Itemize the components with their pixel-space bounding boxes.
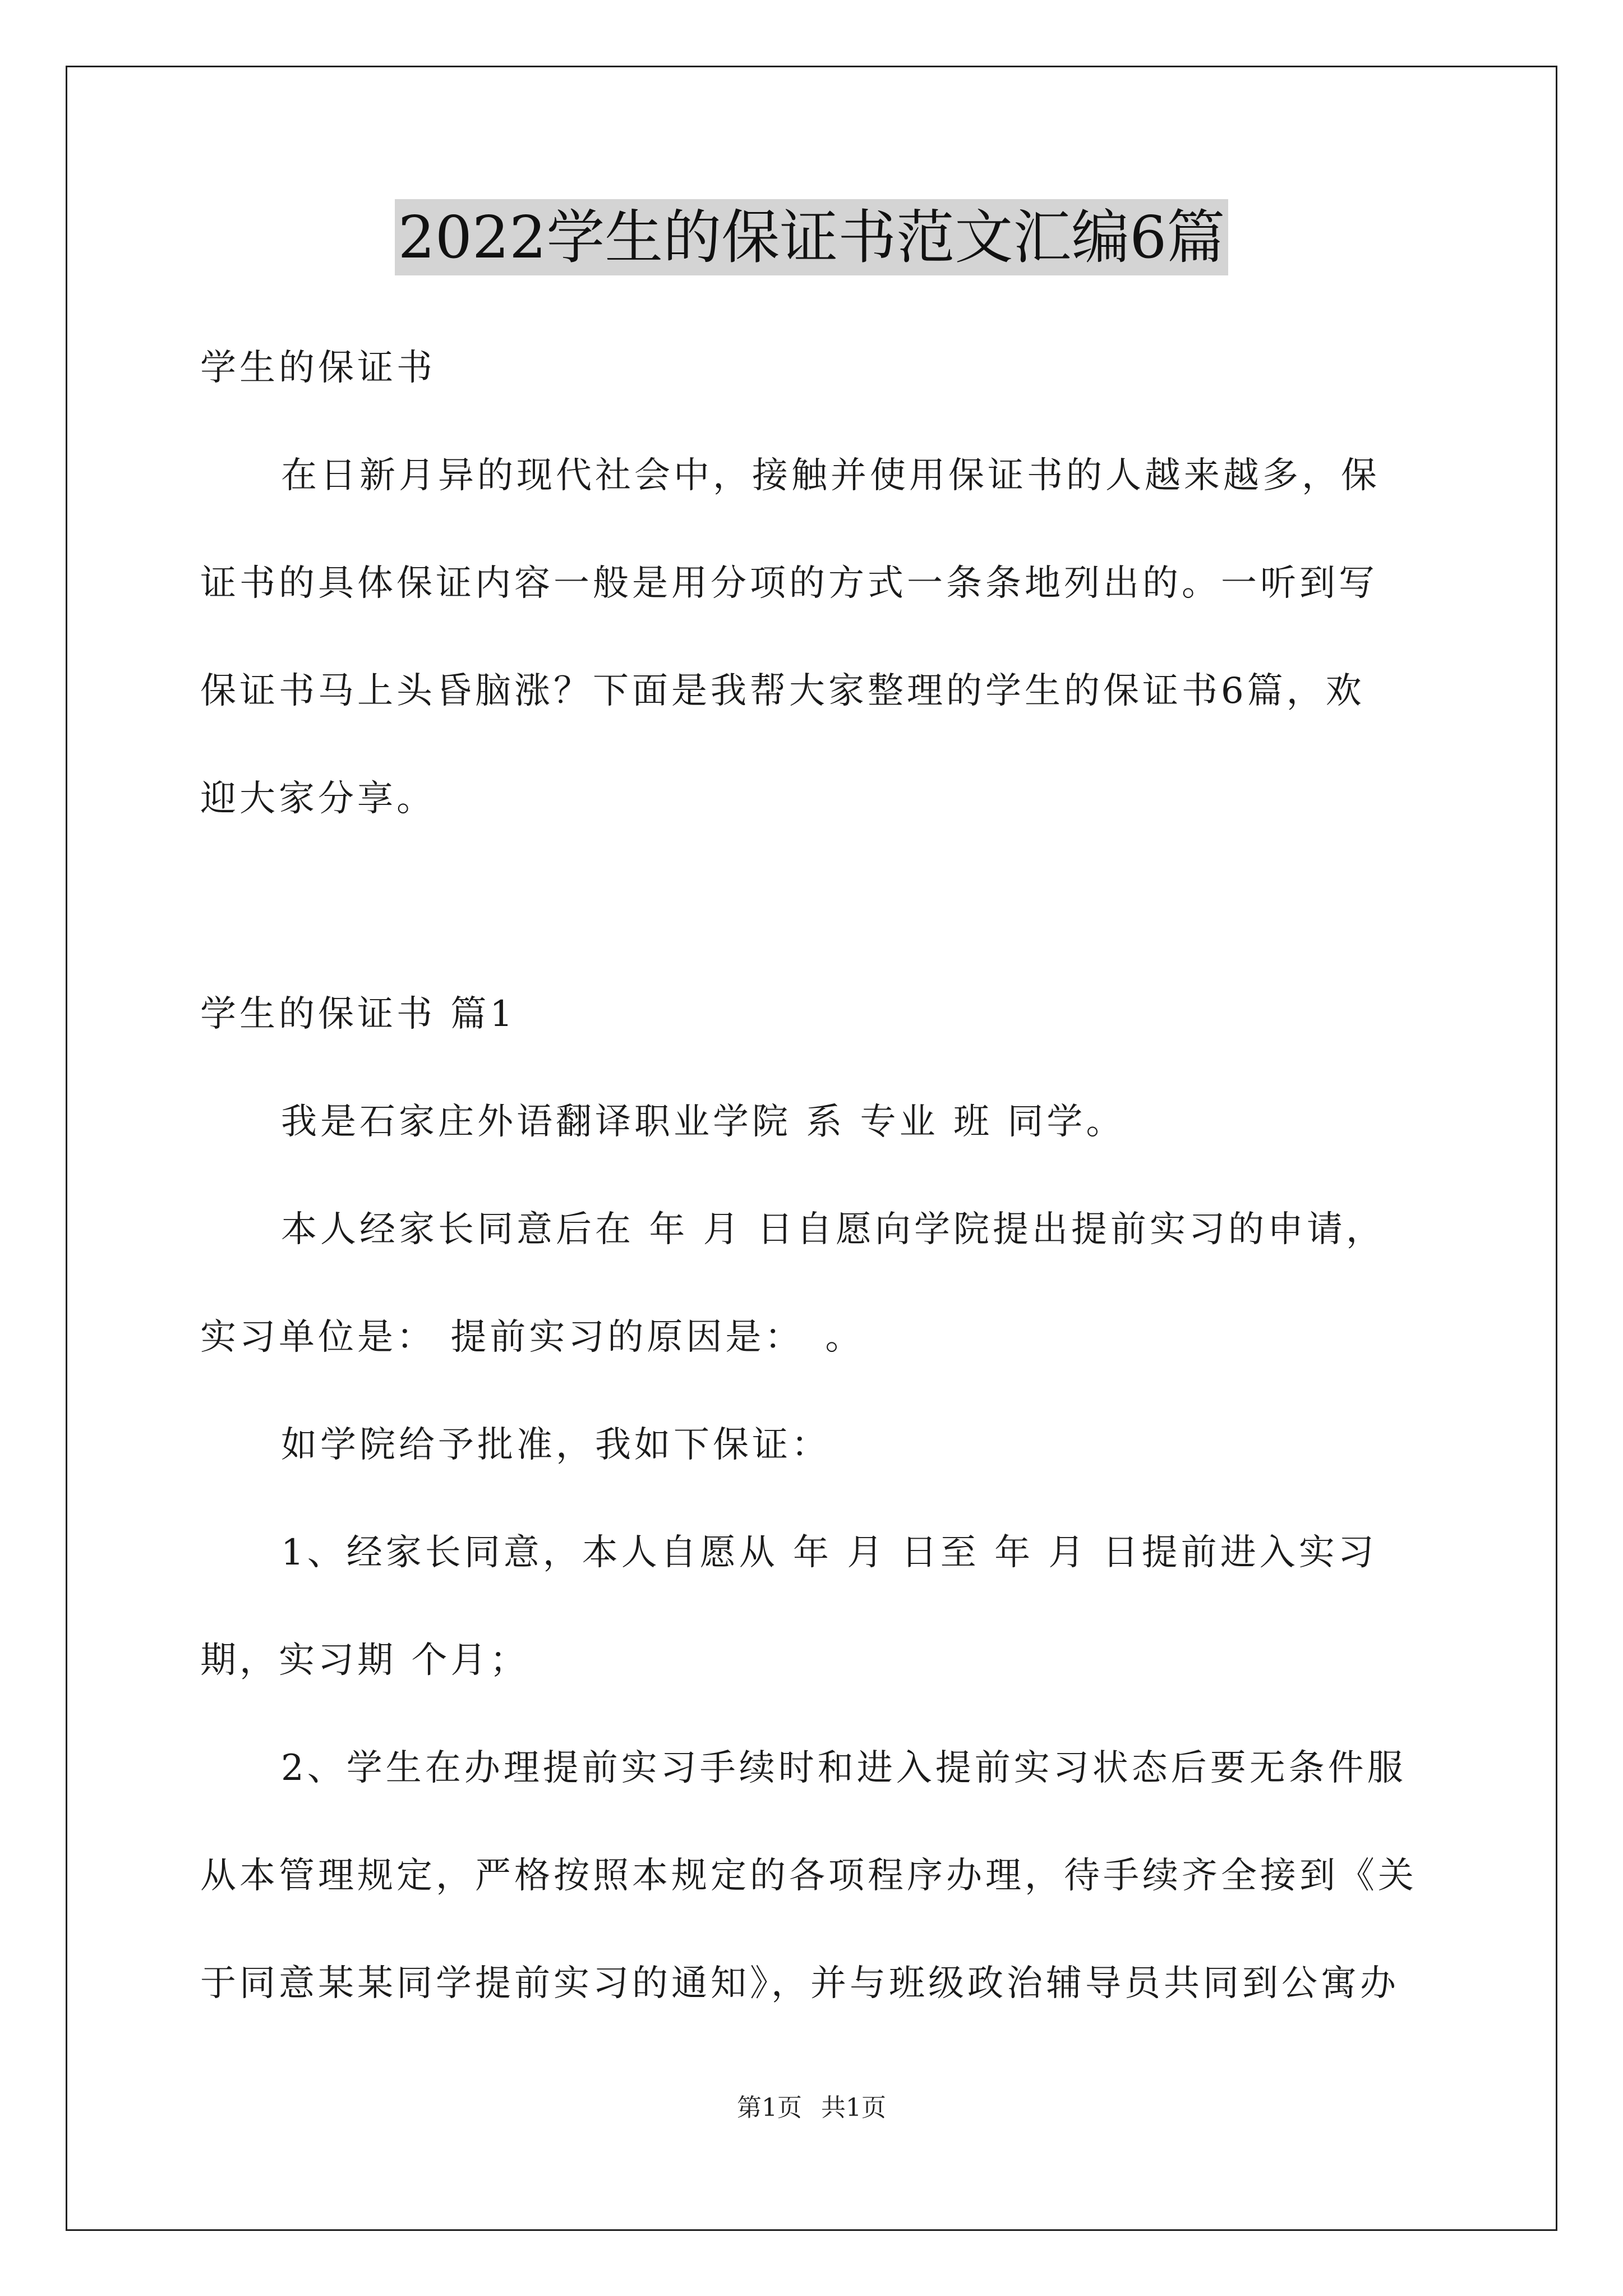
body-line: 实习单位是： 提前实习的原因是： 。 (200, 1317, 865, 1358)
body-line: 从本管理规定，严格按照本规定的各项程序办理，待手续齐全接到《关 (200, 1855, 1417, 1897)
title-container (0, 199, 1623, 275)
body-line: 在日新月异的现代社会中，接触并使用保证书的人越来越多，保 (281, 455, 1380, 496)
body-line: 于同意某某同学提前实习的通知》，并与班级政治辅导员共同到公寓办 (200, 1963, 1399, 2004)
blank-line (200, 853, 1462, 960)
body-line: 本人经家长同意后在 年 月 日自愿向学院提出提前实习的申请， (281, 1209, 1386, 1250)
body-line: 如学院给予批准，我如下保证： (281, 1424, 831, 1466)
body-line: 2、学生在办理提前实习手续时和进入提前实习状态后要无条件服 (281, 1747, 1407, 1789)
page-number: 第1页 (737, 2093, 802, 2122)
body-line: 证书的具体保证内容一般是用分项的方式一条条地列出的。一听到写 (200, 563, 1378, 604)
page-total: 共1页 (821, 2093, 886, 2122)
document-title: 2022学生的保证书范文汇编6篇 (395, 199, 1229, 275)
page-footer (0, 2091, 1623, 2125)
body-line: 期，实习期 个月； (200, 1640, 529, 1681)
body-line: 学生的保证书 (200, 347, 436, 389)
body-line: 1、经家长同意，本人自愿从 年 月 日至 年 月 日提前进入实习 (281, 1532, 1377, 1573)
body-line: 我是石家庄外语翻译职业学院 系 专业 班 同学。 (281, 1101, 1126, 1143)
document-body (200, 314, 1462, 2037)
body-line: 迎大家分享。 (200, 778, 436, 820)
body-line: 学生的保证书 篇1 (200, 993, 517, 1035)
body-line: 保证书马上头昏脑涨？下面是我帮大家整理的学生的保证书6篇，欢 (200, 670, 1365, 712)
